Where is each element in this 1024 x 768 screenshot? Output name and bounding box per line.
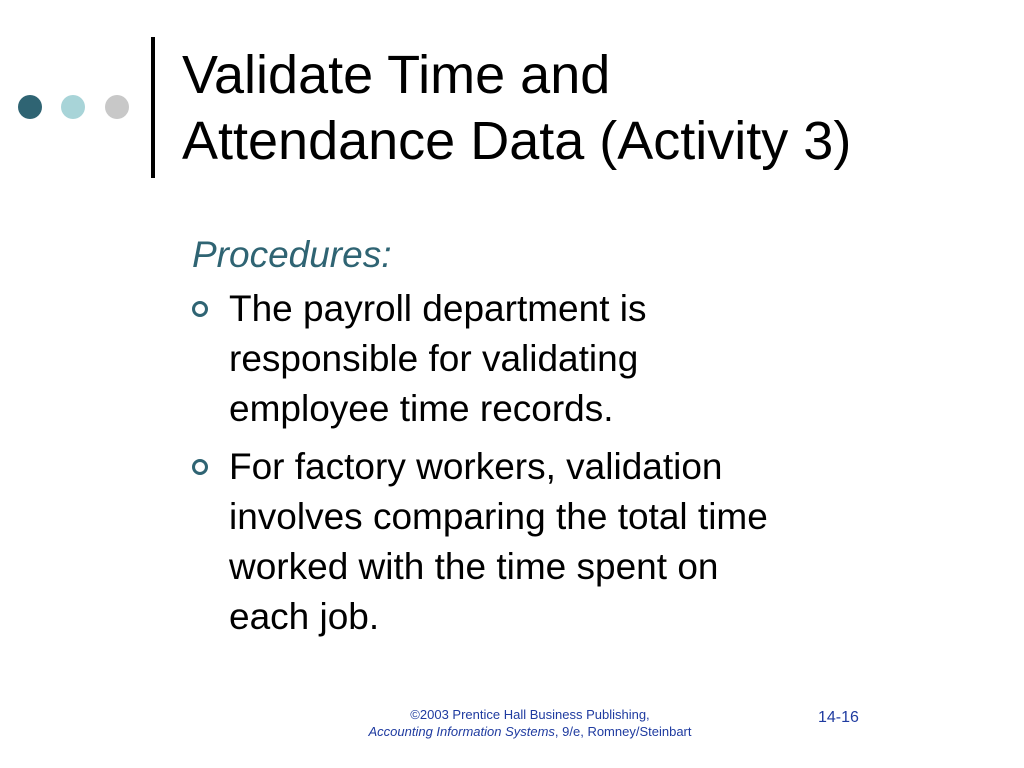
bullet-item — [192, 442, 872, 642]
decorative-dot-light — [61, 95, 85, 119]
decorative-dot-gray — [105, 95, 129, 119]
bullet-item — [192, 284, 872, 434]
bullet-circle-icon — [192, 301, 208, 317]
slide-body — [192, 232, 872, 650]
bullet-text-line: involves comparing the total time — [229, 496, 768, 537]
bullet-text-line: responsible for validating — [229, 338, 639, 379]
bullet-text-line: employee time records. — [229, 388, 614, 429]
page-number: 14-16 — [818, 709, 859, 726]
footer-citation — [340, 706, 720, 740]
footer-edition-authors: , 9/e, Romney/Steinbart — [554, 724, 692, 739]
bullet-circle-icon — [192, 459, 208, 475]
title-divider — [151, 37, 155, 178]
bullet-text-line: The payroll department is — [229, 288, 647, 329]
slide-title-line-2: Attendance Data (Activity 3) — [182, 111, 852, 171]
bullet-list — [192, 284, 872, 642]
decorative-dot-dark — [18, 95, 42, 119]
bullet-text-line: each job. — [229, 596, 380, 637]
slide-title — [182, 42, 851, 174]
subheading: Procedures: — [192, 234, 392, 275]
footer-book-title: Accounting Information Systems — [368, 724, 555, 739]
footer-book-line — [340, 723, 720, 740]
footer-copyright: ©2003 Prentice Hall Business Publishing, — [410, 707, 650, 722]
bullet-text-line: worked with the time spent on — [229, 546, 719, 587]
bullet-text-line: For factory workers, validation — [229, 446, 723, 487]
slide-title-line-1: Validate Time and — [182, 45, 611, 105]
